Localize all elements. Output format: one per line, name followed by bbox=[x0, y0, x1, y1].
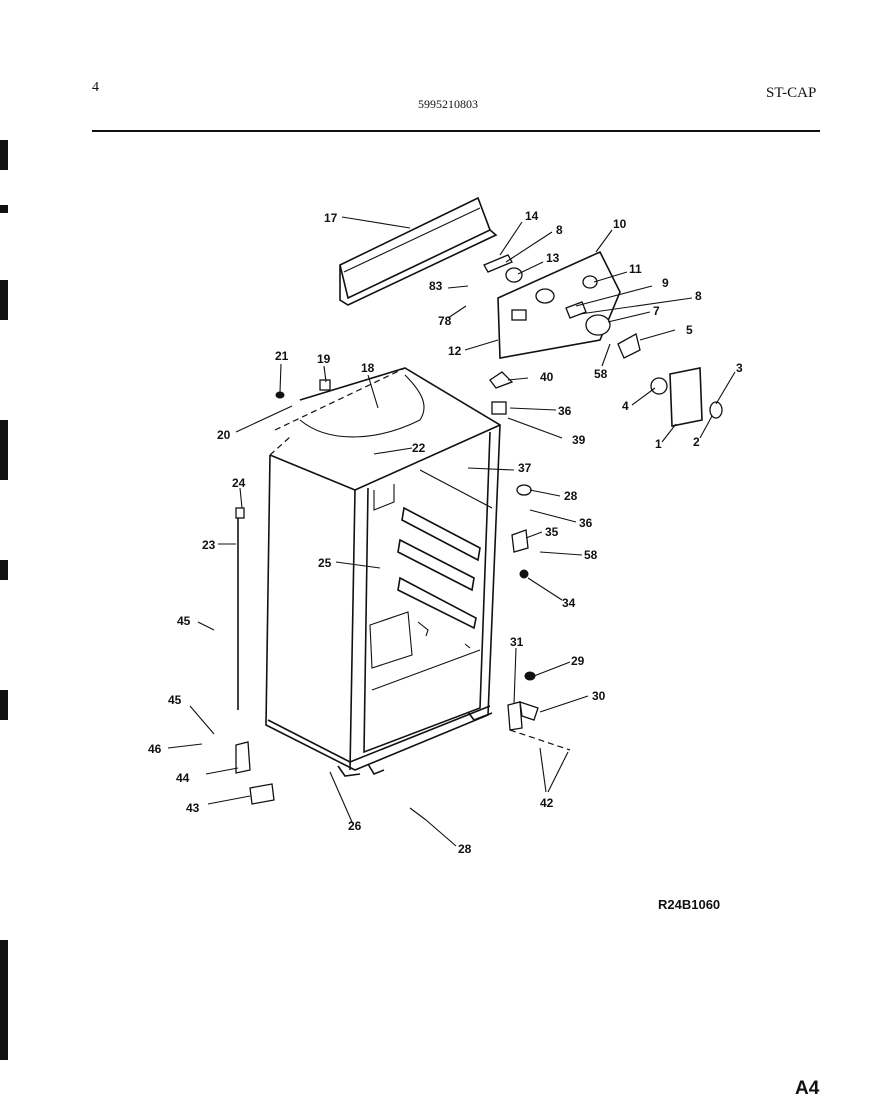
thermostat bbox=[586, 315, 610, 335]
callout-58b: 58 bbox=[584, 548, 598, 562]
hinge-pin bbox=[520, 702, 538, 720]
thermostat-bracket bbox=[618, 334, 640, 358]
callout-7: 7 bbox=[653, 304, 660, 318]
bottom-hinge bbox=[508, 702, 522, 730]
callout-45b: 45 bbox=[168, 693, 182, 707]
screw-guide bbox=[510, 730, 570, 750]
screw-28 bbox=[410, 808, 426, 820]
callout-24: 24 bbox=[232, 476, 246, 490]
callout-22: 22 bbox=[412, 441, 426, 455]
bushing bbox=[517, 485, 531, 495]
callout-46: 46 bbox=[148, 742, 162, 756]
callout-21: 21 bbox=[275, 349, 289, 363]
callout-8: 8 bbox=[556, 223, 563, 237]
callout-36b: 36 bbox=[579, 516, 593, 530]
callout-28: 28 bbox=[564, 489, 578, 503]
callout-37: 37 bbox=[518, 461, 532, 475]
callout-83: 83 bbox=[429, 279, 443, 293]
callout-2: 2 bbox=[693, 435, 700, 449]
callout-26: 26 bbox=[348, 819, 362, 833]
callout-31: 31 bbox=[510, 635, 524, 649]
callout-35: 35 bbox=[545, 525, 559, 539]
callout-18: 18 bbox=[361, 361, 375, 375]
callout-29: 29 bbox=[571, 654, 585, 668]
callout-17: 17 bbox=[324, 211, 338, 225]
callout-12: 12 bbox=[448, 344, 462, 358]
callout-44: 44 bbox=[176, 771, 190, 785]
callout-3: 3 bbox=[736, 361, 743, 375]
cap bbox=[525, 672, 535, 680]
callout-78: 78 bbox=[438, 314, 452, 328]
plug bbox=[320, 380, 330, 390]
hinge-bracket bbox=[236, 742, 250, 773]
screw bbox=[276, 392, 284, 398]
page-number: 4 bbox=[92, 80, 99, 95]
callout-19: 19 bbox=[317, 352, 331, 366]
model-title: ST-CAP bbox=[766, 85, 817, 101]
callout-13: 13 bbox=[546, 251, 560, 265]
page-code: A4 bbox=[795, 1078, 820, 1099]
callout-1: 1 bbox=[655, 437, 662, 451]
diagram-reference: R24B1060 bbox=[658, 897, 721, 912]
callout-9: 9 bbox=[662, 276, 669, 290]
callout-10: 10 bbox=[613, 217, 627, 231]
callout-30: 30 bbox=[592, 689, 606, 703]
hinge-top bbox=[492, 402, 506, 414]
dial-bracket bbox=[484, 255, 512, 272]
screw bbox=[520, 570, 528, 578]
callout-8b: 8 bbox=[695, 289, 702, 303]
callout-43: 43 bbox=[186, 801, 200, 815]
callout-28b: 28 bbox=[458, 842, 472, 856]
callout-25: 25 bbox=[318, 556, 332, 570]
callout-45: 45 bbox=[177, 614, 191, 628]
leveling-foot bbox=[250, 784, 274, 804]
shelf-support bbox=[512, 530, 528, 552]
leader-lines bbox=[168, 217, 735, 846]
callout-5: 5 bbox=[686, 323, 693, 337]
callout-4: 4 bbox=[622, 399, 629, 413]
callout-23: 23 bbox=[202, 538, 216, 552]
callout-40: 40 bbox=[540, 370, 554, 384]
callout-39: 39 bbox=[572, 433, 586, 447]
part-number: 5995210803 bbox=[418, 97, 478, 111]
callout-36: 36 bbox=[558, 404, 572, 418]
top-trim-bar bbox=[340, 198, 496, 305]
callout-20: 20 bbox=[217, 428, 231, 442]
callout-58: 58 bbox=[594, 367, 608, 381]
callout-14: 14 bbox=[525, 209, 539, 223]
callout-42: 42 bbox=[540, 796, 554, 810]
cabinet-body bbox=[266, 368, 500, 776]
callout-11: 11 bbox=[629, 262, 642, 276]
callout-34: 34 bbox=[562, 596, 576, 610]
knob bbox=[506, 268, 522, 282]
rod-cap bbox=[236, 508, 244, 518]
